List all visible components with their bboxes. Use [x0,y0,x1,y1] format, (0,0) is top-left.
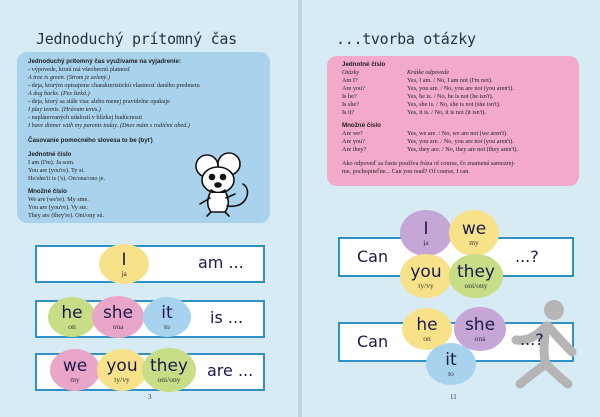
pronoun-sk: ona [112,321,124,331]
pronoun-sk: my [469,237,479,247]
question: Is it? [342,109,355,116]
intro-line: - naplánovaných udalostí v blízkej budúcnosti [28,114,142,121]
mouse-illustration [185,148,257,220]
pronoun-en: it [445,349,457,370]
plural-line: We are (we're). My sme. [28,196,89,203]
pronoun-sk: ja [423,237,429,247]
pronoun-sk: ja [121,268,127,278]
pronoun-sk: to [448,368,454,378]
singular-heading: Jednotné číslo [28,151,72,158]
pronoun-en: you [410,261,442,282]
intro-line: A dog barks. (Pes šteká.) [28,90,90,97]
verb-label: is ... [210,308,244,327]
pronoun-bubble [142,348,196,392]
pronoun-sk: ona [474,333,486,343]
col-questions: Otázky [342,69,360,76]
pronoun-en: he [416,314,438,335]
note-line: me, pochopiteľne... Can you read? Of course, I can. [342,168,470,175]
pronoun-en: I [423,218,429,239]
pronoun-en: it [161,302,173,323]
pronoun-sk: my [70,374,80,384]
intro-line: - deja, ktorým opisujeme charakteristickú vlastnosť daného predmetu [28,82,200,89]
plural-heading: Množné číslo [28,188,67,195]
intro-line: Jednoduchý prítomný čas využívame na vyjadrenie: [28,58,182,65]
intro-line: A tree is green. (Strom je zelený.) [28,74,111,81]
pronoun-sk: to [164,321,170,331]
question: Am I? [342,77,358,84]
question: Is she? [342,101,360,108]
verb-label: am ... [198,253,244,272]
question: Are you? [342,85,365,92]
left-page-title: Jednoduchý prítomný čas [36,30,237,48]
pronoun-bubble [99,244,149,284]
can-label: Can [357,247,389,266]
pronoun-bubble [400,210,452,256]
short-answer: Yes, we are. / No, we are not (we aren't). [407,130,508,137]
pronoun-bubble [50,349,100,391]
pronoun-bubble [143,297,191,337]
question: Is he? [342,93,357,100]
pronoun-sk: ty/vy [418,280,434,290]
question: Are you? [342,138,365,145]
col-short-answers: Krátke odpovede [407,69,450,76]
singular-line: I am (I'm). Ja som. [28,159,75,166]
pronoun-bubble [92,296,144,338]
intro-line: - výpovede, ktorá má všeobecnú platnosť [28,66,131,73]
pronoun-bubble [400,254,452,298]
short-answer: Yes, you are. / No, you are not (you aren't). [407,138,514,145]
intro-line: - deja, ktorý sa stále viac alebo menej pravidelne opakuje [28,98,170,105]
pronoun-en: we [461,218,487,239]
pronoun-en: they [457,261,495,282]
singular-line: You are (you're). Ty si. [28,167,85,174]
pronoun-en: we [62,355,88,376]
question: Are they? [342,146,367,153]
singular-heading: Jednotné číslo [342,61,386,68]
pronoun-bubble [449,210,499,256]
pronoun-sk: oni/ony [157,374,181,384]
intro-line: I have dinner with my parents today. (Dnes mám s rodičmi obed.) [28,122,190,129]
plural-line: They are (they're). Oni/ony sú. [28,212,105,219]
pronoun-bubble [426,343,476,385]
question-mark-label: ...? [515,247,539,266]
intro-line: I play tennis. (Hrávam tenis.) [28,106,101,113]
note-line: Ako odpoveď sa často používa fráza of course, čo znamená samozrej- [342,160,516,167]
short-answer: Yes, I am. / No, I am not (I'm not). [407,77,493,84]
pronoun-en: he [61,302,83,323]
plural-heading: Množné číslo [342,122,381,129]
pronoun-sk: oni/ony [464,280,488,290]
short-answer: Yes, you are. / No, you are not (you aren't). [407,85,514,92]
short-answer: Yes, they are. / No, they are not (they aren't). [407,146,518,153]
pronoun-sk: on [423,333,431,343]
verb-label: are ... [207,361,254,380]
singular-line: He/she/it is ('s). On/ona/ono je. [28,175,106,182]
pronoun-en: she [102,302,134,323]
short-answer: Yes, she is. / No, she is not (she isn't). [407,101,501,108]
short-answer: Yes, it is. / No, it is not (it isn't). [407,109,487,116]
short-answer: Yes, he is. / No, he is not (he isn't). [407,93,494,100]
pronoun-en: they [150,355,188,376]
pronoun-bubble [449,254,503,298]
left-page [0,0,298,417]
question-mark-label: ...? [520,330,544,349]
plural-line: You are (you're). Vy ste. [28,204,88,211]
pronoun-bubble [48,297,96,337]
pronoun-sk: ty/vy [114,374,130,384]
can-label: Can [357,332,389,351]
right-page-title: ...tvorba otázky [336,30,476,48]
right-page [302,0,600,417]
page-number: 3 [148,393,152,401]
pronoun-bubble [97,349,147,391]
aux-heading: Časovanie pomocného slovesa to be (byť) [28,137,153,144]
pronoun-en: you [106,355,138,376]
pronoun-en: I [121,249,127,270]
question: Are we? [342,130,363,137]
pronoun-en: she [464,314,496,335]
pronoun-sk: on [68,321,76,331]
page-number: 11 [450,393,457,401]
